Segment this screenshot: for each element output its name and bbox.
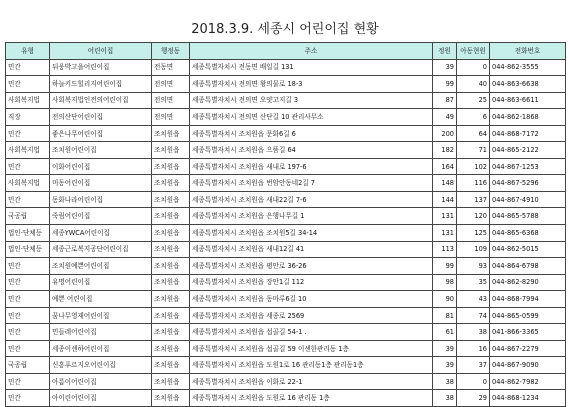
page-title: 2018.3.9. 세종시 어린이집 현황 bbox=[191, 22, 379, 37]
cell-enrolled: 0 bbox=[457, 373, 490, 390]
table-header-row bbox=[6, 43, 566, 60]
cell-capacity: 164 bbox=[433, 158, 457, 175]
cell-address: 세종특별자치시 조치원읍 세종로 2569 bbox=[190, 307, 433, 324]
cell-district: 조치원읍 bbox=[152, 208, 190, 225]
table-row bbox=[6, 125, 566, 142]
cell-type: 사회복지법 bbox=[6, 142, 50, 159]
header-district: 행정동 bbox=[152, 43, 190, 60]
cell-address: 세종특별자치시 조치원읍 도원1로 16 관리동1층 관리동1층 bbox=[190, 357, 433, 374]
cell-capacity: 131 bbox=[433, 225, 457, 242]
table-row bbox=[6, 109, 566, 126]
cell-phone: 044-867-9090 bbox=[490, 357, 566, 374]
cell-address: 세종특별자치시 조치원읍 도원로 16 관리동 1층 bbox=[190, 390, 433, 407]
header-type: 유형 bbox=[6, 43, 50, 60]
cell-district: 전의면 bbox=[152, 92, 190, 109]
cell-enrolled: 116 bbox=[457, 175, 490, 192]
cell-enrolled: 16 bbox=[457, 340, 490, 357]
cell-capacity: 39 bbox=[433, 59, 457, 76]
cell-type: 민간 bbox=[6, 158, 50, 175]
cell-district: 조치원읍 bbox=[152, 258, 190, 275]
cell-enrolled: 64 bbox=[457, 125, 490, 142]
cell-address: 세종특별자치시 전의면 왕의물로 18-3 bbox=[190, 76, 433, 93]
cell-enrolled: 29 bbox=[457, 390, 490, 407]
cell-district: 조치원읍 bbox=[152, 324, 190, 341]
cell-type: 민간 bbox=[6, 340, 50, 357]
cell-address: 세종특별자치시 조치원읍 새내22길 7-6 bbox=[190, 191, 433, 208]
header-capacity: 정원 bbox=[433, 43, 457, 60]
cell-enrolled: 125 bbox=[457, 225, 490, 242]
cell-daycare: 예쁜 어린이집 bbox=[50, 291, 152, 308]
cell-daycare: 민들레어린이집 bbox=[50, 324, 152, 341]
cell-capacity: 200 bbox=[433, 125, 457, 142]
cell-district: 조치원읍 bbox=[152, 291, 190, 308]
cell-type: 사회복지법 bbox=[6, 92, 50, 109]
cell-address: 세종특별자치시 조치원읍 새내로 197-6 bbox=[190, 158, 433, 175]
cell-daycare: 세종이센하어린이집 bbox=[50, 340, 152, 357]
cell-daycare: 아이린어린이집 bbox=[50, 390, 152, 407]
cell-enrolled: 102 bbox=[457, 158, 490, 175]
cell-phone: 044-865-6368 bbox=[490, 225, 566, 242]
cell-district: 조치원읍 bbox=[152, 175, 190, 192]
cell-type: 민간 bbox=[6, 274, 50, 291]
cell-address: 세종특별자치시 전의면 오얏고지길 3 bbox=[190, 92, 433, 109]
header-address: 주소 bbox=[190, 43, 433, 60]
cell-enrolled: 0 bbox=[457, 59, 490, 76]
cell-phone: 041-866-3365 bbox=[490, 324, 566, 341]
table-row bbox=[6, 241, 566, 258]
cell-daycare: 전의산단어린이집 bbox=[50, 109, 152, 126]
cell-enrolled: 71 bbox=[457, 142, 490, 159]
cell-district: 조치원읍 bbox=[152, 307, 190, 324]
cell-daycare: 좋은나무어린이집 bbox=[50, 125, 152, 142]
cell-district: 전의면 bbox=[152, 109, 190, 126]
table-row bbox=[6, 390, 566, 407]
cell-enrolled: 6 bbox=[457, 109, 490, 126]
cell-phone: 044-862-3555 bbox=[490, 59, 566, 76]
cell-district: 조치원읍 bbox=[152, 142, 190, 159]
cell-type: 민간 bbox=[6, 76, 50, 93]
cell-daycare: 세종YWCA어린이집 bbox=[50, 225, 152, 242]
cell-capacity: 38 bbox=[433, 373, 457, 390]
cell-phone: 044-867-5296 bbox=[490, 175, 566, 192]
cell-daycare: 뒤웅박고을어린이집 bbox=[50, 59, 152, 76]
cell-enrolled: 137 bbox=[457, 191, 490, 208]
cell-phone: 044-867-2279 bbox=[490, 340, 566, 357]
cell-daycare: 이화어린이집 bbox=[50, 158, 152, 175]
cell-phone: 044-862-8290 bbox=[490, 274, 566, 291]
cell-address: 세종특별자치시 조치원읍 새내12길 41 bbox=[190, 241, 433, 258]
cell-district: 조치원읍 bbox=[152, 357, 190, 374]
cell-capacity: 148 bbox=[433, 175, 457, 192]
cell-phone: 044-865-2122 bbox=[490, 142, 566, 159]
cell-address: 세종특별자치시 조치원읍 번암안동네2길 7 bbox=[190, 175, 433, 192]
cell-address: 세종특별자치시 조치원읍 장안1길 112 bbox=[190, 274, 433, 291]
table-row bbox=[6, 225, 566, 242]
cell-address: 세종특별자치시 조치원읍 섭골길 59 이센한관리동 1층 bbox=[190, 340, 433, 357]
cell-daycare: 유명어린이집 bbox=[50, 274, 152, 291]
cell-enrolled: 109 bbox=[457, 241, 490, 258]
cell-enrolled: 43 bbox=[457, 291, 490, 308]
table-row bbox=[6, 142, 566, 159]
cell-phone: 044-863-6611 bbox=[490, 92, 566, 109]
cell-daycare: 하늘키드힐리지어린이집 bbox=[50, 76, 152, 93]
cell-enrolled: 93 bbox=[457, 258, 490, 275]
cell-district: 조치원읍 bbox=[152, 225, 190, 242]
cell-phone: 044-864-6798 bbox=[490, 258, 566, 275]
cell-capacity: 99 bbox=[433, 76, 457, 93]
cell-district: 조치원읍 bbox=[152, 274, 190, 291]
cell-capacity: 87 bbox=[433, 92, 457, 109]
table-row bbox=[6, 373, 566, 390]
cell-capacity: 90 bbox=[433, 291, 457, 308]
cell-type: 민간 bbox=[6, 390, 50, 407]
cell-capacity: 49 bbox=[433, 109, 457, 126]
header-phone: 전화번호 bbox=[490, 43, 566, 60]
cell-address: 세종특별자치시 조치원읍 동마루6길 10 bbox=[190, 291, 433, 308]
table-row bbox=[6, 92, 566, 109]
table-row bbox=[6, 291, 566, 308]
cell-type: 민간 bbox=[6, 59, 50, 76]
cell-phone: 044-868-7172 bbox=[490, 125, 566, 142]
table-row bbox=[6, 340, 566, 357]
cell-type: 민간 bbox=[6, 191, 50, 208]
cell-capacity: 81 bbox=[433, 307, 457, 324]
cell-address: 세종특별자치시 조치원읍 문화6길 6 bbox=[190, 125, 433, 142]
cell-address: 세종특별자치시 조치원읍 섭골길 54-1 . bbox=[190, 324, 433, 341]
cell-district: 조치원읍 bbox=[152, 241, 190, 258]
cell-daycare: 죽림어린이집 bbox=[50, 208, 152, 225]
cell-type: 민간 bbox=[6, 125, 50, 142]
cell-daycare: 아름이어린이집 bbox=[50, 373, 152, 390]
cell-enrolled: 40 bbox=[457, 76, 490, 93]
table-row bbox=[6, 76, 566, 93]
cell-district: 전동면 bbox=[152, 59, 190, 76]
table-row bbox=[6, 158, 566, 175]
cell-capacity: 144 bbox=[433, 191, 457, 208]
cell-phone: 044-868-7994 bbox=[490, 291, 566, 308]
cell-daycare: 꿈나무영재어린이집 bbox=[50, 307, 152, 324]
cell-address: 세종특별자치시 조치원읍 은행나무길 1 bbox=[190, 208, 433, 225]
header-daycare: 어린이집 bbox=[50, 43, 152, 60]
table-row bbox=[6, 274, 566, 291]
cell-daycare: 세종근로복지공단어린이집 bbox=[50, 241, 152, 258]
cell-enrolled: 25 bbox=[457, 92, 490, 109]
cell-type: 법인·단체등 bbox=[6, 225, 50, 242]
cell-enrolled: 38 bbox=[457, 324, 490, 341]
cell-type: 민간 bbox=[6, 291, 50, 308]
cell-type: 사회복지법 bbox=[6, 175, 50, 192]
cell-capacity: 99 bbox=[433, 258, 457, 275]
table-row bbox=[6, 208, 566, 225]
cell-daycare: 조치원예쁜어린이집 bbox=[50, 258, 152, 275]
cell-phone: 044-862-5015 bbox=[490, 241, 566, 258]
cell-capacity: 131 bbox=[433, 208, 457, 225]
cell-district: 조치원읍 bbox=[152, 340, 190, 357]
cell-phone: 044-868-1234 bbox=[490, 390, 566, 407]
table-body bbox=[6, 59, 566, 406]
cell-address: 세종특별자치시 조치원읍 으뜸길 64 bbox=[190, 142, 433, 159]
cell-capacity: 182 bbox=[433, 142, 457, 159]
cell-district: 조치원읍 bbox=[152, 373, 190, 390]
cell-type: 국공립 bbox=[6, 357, 50, 374]
cell-enrolled: 74 bbox=[457, 307, 490, 324]
cell-address: 세종특별자치시 전동면 배일길 131 bbox=[190, 59, 433, 76]
cell-capacity: 39 bbox=[433, 340, 457, 357]
cell-type: 민간 bbox=[6, 258, 50, 275]
cell-district: 전의면 bbox=[152, 76, 190, 93]
cell-phone: 044-865-5788 bbox=[490, 208, 566, 225]
table-row bbox=[6, 307, 566, 324]
cell-district: 조치원읍 bbox=[152, 125, 190, 142]
cell-capacity: 61 bbox=[433, 324, 457, 341]
cell-daycare: 조치원어린이집 bbox=[50, 142, 152, 159]
cell-district: 조치원읍 bbox=[152, 191, 190, 208]
header-enrolled: 아동현원 bbox=[457, 43, 490, 60]
cell-phone: 044-865-0599 bbox=[490, 307, 566, 324]
cell-type: 민간 bbox=[6, 324, 50, 341]
cell-daycare: 미동어린이집 bbox=[50, 175, 152, 192]
table-row bbox=[6, 324, 566, 341]
table-row bbox=[6, 59, 566, 76]
cell-type: 직장 bbox=[6, 109, 50, 126]
cell-enrolled: 120 bbox=[457, 208, 490, 225]
cell-capacity: 98 bbox=[433, 274, 457, 291]
daycare-table bbox=[5, 42, 566, 407]
cell-enrolled: 37 bbox=[457, 357, 490, 374]
cell-type: 민간 bbox=[6, 373, 50, 390]
table-row bbox=[6, 258, 566, 275]
cell-phone: 044-867-4910 bbox=[490, 191, 566, 208]
cell-phone: 044-862-1868 bbox=[490, 109, 566, 126]
cell-district: 조치원읍 bbox=[152, 390, 190, 407]
table-row bbox=[6, 175, 566, 192]
cell-address: 세종특별자치시 조치원읍 조치원5길 34-14 bbox=[190, 225, 433, 242]
cell-daycare: 동화나라어린이집 bbox=[50, 191, 152, 208]
cell-type: 국공립 bbox=[6, 208, 50, 225]
cell-type: 법인·단체등 bbox=[6, 241, 50, 258]
cell-phone: 044-867-1253 bbox=[490, 158, 566, 175]
table-row bbox=[6, 191, 566, 208]
cell-phone: 044-863-6638 bbox=[490, 76, 566, 93]
table-row bbox=[6, 357, 566, 374]
cell-district: 조치원읍 bbox=[152, 158, 190, 175]
cell-address: 세종특별자치시 조치원읍 이화로 22-1 bbox=[190, 373, 433, 390]
cell-type: 민간 bbox=[6, 307, 50, 324]
cell-capacity: 113 bbox=[433, 241, 457, 258]
cell-address: 세종특별자치시 전의면 산단길 10 관리사무소 bbox=[190, 109, 433, 126]
cell-enrolled: 35 bbox=[457, 274, 490, 291]
cell-capacity: 38 bbox=[433, 390, 457, 407]
cell-capacity: 39 bbox=[433, 357, 457, 374]
cell-daycare: 신흥푸르지오어린이집 bbox=[50, 357, 152, 374]
cell-address: 세종특별자치시 조치원읍 평안로 36-26 bbox=[190, 258, 433, 275]
cell-daycare: 사회복지법인전의어린이집 bbox=[50, 92, 152, 109]
cell-phone: 044-862-7982 bbox=[490, 373, 566, 390]
